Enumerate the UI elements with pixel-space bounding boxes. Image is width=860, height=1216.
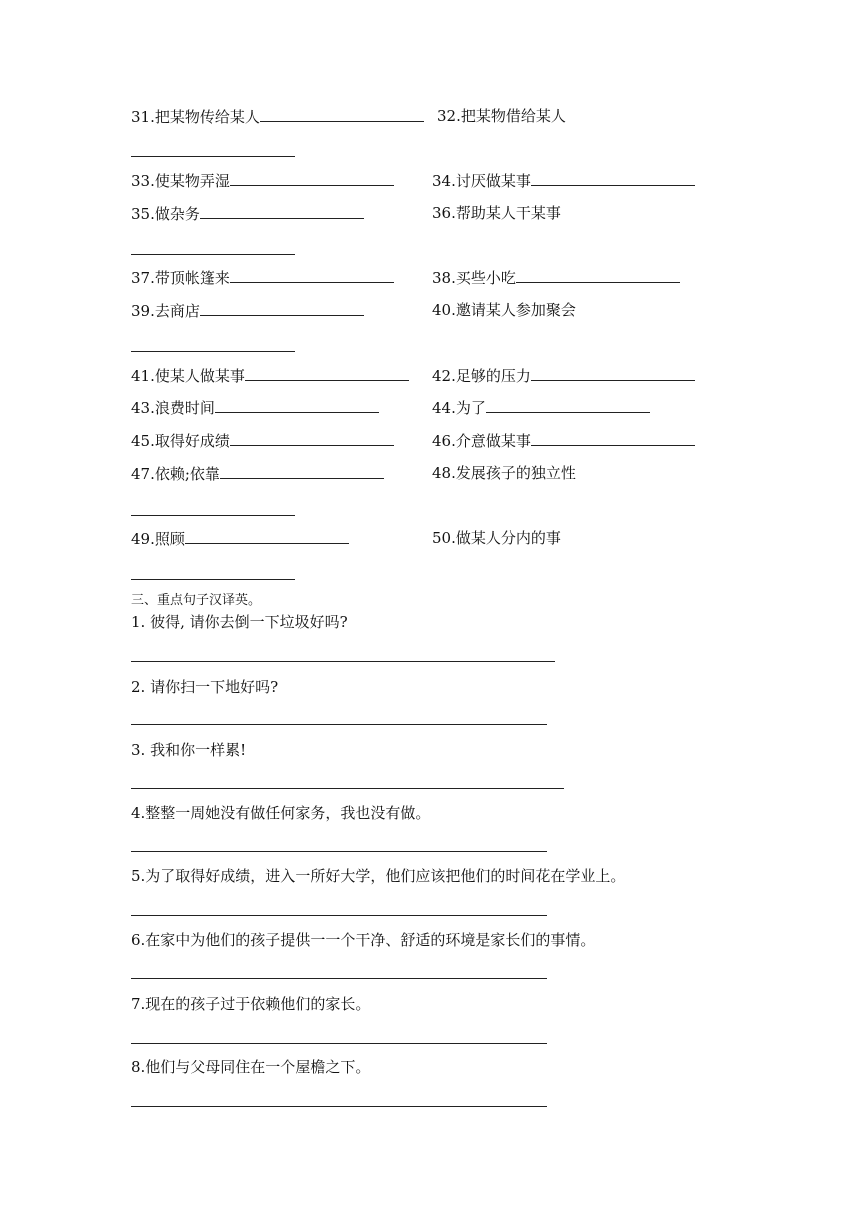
phrase-37-blank[interactable]: [230, 267, 394, 283]
phrase-40: [432, 300, 576, 320]
answer-line-7[interactable]: [131, 1043, 547, 1044]
answer-line-2[interactable]: [131, 724, 547, 725]
phrase-45-blank[interactable]: [230, 430, 394, 446]
phrase-49-blank[interactable]: [185, 528, 349, 544]
phrase-39: [131, 300, 364, 321]
phrase-33-label: 33.使某物弄湿: [131, 172, 230, 190]
phrase-41-blank[interactable]: [245, 365, 409, 381]
phrase-46: [432, 430, 695, 451]
phrase-33-blank[interactable]: [230, 170, 394, 186]
answer-line-6[interactable]: [131, 978, 547, 979]
phrase-44: [432, 397, 650, 418]
sentence-2: 2. 请你扫一下地好吗?: [131, 678, 279, 696]
phrase-42: [432, 365, 695, 386]
phrase-35: [131, 203, 364, 224]
phrase-43: [131, 397, 379, 418]
phrase-45: [131, 430, 394, 451]
phrase-33: [131, 170, 394, 191]
phrase-34: [432, 170, 695, 191]
phrase-38: [432, 267, 680, 288]
answer-line-5[interactable]: [131, 915, 547, 916]
phrase-37: [131, 267, 394, 288]
phrase-49: [131, 528, 349, 549]
phrase-48-blank[interactable]: [131, 515, 295, 516]
phrase-31: [131, 106, 424, 127]
sentence-6: 6.在家中为他们的孩子提供一一个干净、舒适的环境是家长们的事情。: [131, 931, 596, 949]
section-title: 三、重点句子汉译英。: [131, 593, 262, 608]
phrase-36: [432, 203, 561, 223]
phrase-47-label: 47.依赖;依靠: [131, 465, 220, 483]
phrase-31-label: 31.把某物传给某人: [131, 108, 260, 126]
sentence-8: 8.他们与父母同住在一个屋檐之下。: [131, 1058, 371, 1076]
answer-line-1[interactable]: [131, 661, 555, 662]
phrase-40-label: 40.邀请某人参加聚会: [432, 301, 576, 319]
phrase-32-blank[interactable]: [131, 156, 295, 157]
phrase-34-blank[interactable]: [531, 170, 695, 186]
phrase-50-label: 50.做某人分内的事: [432, 529, 561, 547]
answer-line-4[interactable]: [131, 851, 547, 852]
answer-line-3[interactable]: [131, 788, 564, 789]
phrase-44-blank[interactable]: [486, 397, 650, 413]
sentence-4: 4.整整一周她没有做任何家务，我也没有做。: [131, 804, 431, 822]
phrase-37-label: 37.带顶帐篷来: [131, 269, 230, 287]
phrase-47-blank[interactable]: [220, 463, 384, 479]
sentence-3: 3. 我和你一样累!: [131, 741, 247, 759]
phrase-43-blank[interactable]: [215, 397, 379, 413]
phrase-48: [432, 463, 576, 483]
phrase-36-blank[interactable]: [131, 254, 295, 255]
phrase-48-label: 48.发展孩子的独立性: [432, 464, 576, 482]
phrase-42-label: 42.足够的压力: [432, 367, 531, 385]
phrase-50-blank[interactable]: [131, 579, 295, 580]
phrase-41-label: 41.使某人做某事: [131, 367, 245, 385]
phrase-36-label: 36.帮助某人干某事: [432, 204, 561, 222]
phrase-41: [131, 365, 409, 386]
phrase-38-label: 38.买些小吃: [432, 269, 516, 287]
phrase-31-blank[interactable]: [260, 106, 424, 122]
phrase-35-label: 35.做杂务: [131, 205, 200, 223]
phrase-40-blank[interactable]: [131, 351, 295, 352]
phrase-39-label: 39.去商店: [131, 302, 200, 320]
phrase-42-blank[interactable]: [531, 365, 695, 381]
phrase-35-blank[interactable]: [200, 203, 364, 219]
phrase-50: [432, 528, 561, 548]
phrase-38-blank[interactable]: [516, 267, 680, 283]
phrase-44-label: 44.为了: [432, 399, 486, 417]
phrase-46-blank[interactable]: [531, 430, 695, 446]
phrase-43-label: 43.浪费时间: [131, 399, 215, 417]
sentence-5: 5.为了取得好成绩，进入一所好大学，他们应该把他们的时间花在学业上。: [131, 867, 626, 885]
phrase-39-blank[interactable]: [200, 300, 364, 316]
phrase-49-label: 49.照顾: [131, 530, 185, 548]
phrase-46-label: 46.介意做某事: [432, 432, 531, 450]
answer-line-8[interactable]: [131, 1106, 547, 1107]
sentence-1: 1. 彼得, 请你去倒一下垃圾好吗?: [131, 613, 348, 631]
phrase-34-label: 34.讨厌做某事: [432, 172, 531, 190]
phrase-32: [437, 106, 566, 126]
phrase-45-label: 45.取得好成绩: [131, 432, 230, 450]
sentence-7: 7.现在的孩子过于依赖他们的家长。: [131, 995, 371, 1013]
phrase-32-label: 32.把某物借给某人: [437, 107, 566, 125]
phrase-47: [131, 463, 384, 484]
